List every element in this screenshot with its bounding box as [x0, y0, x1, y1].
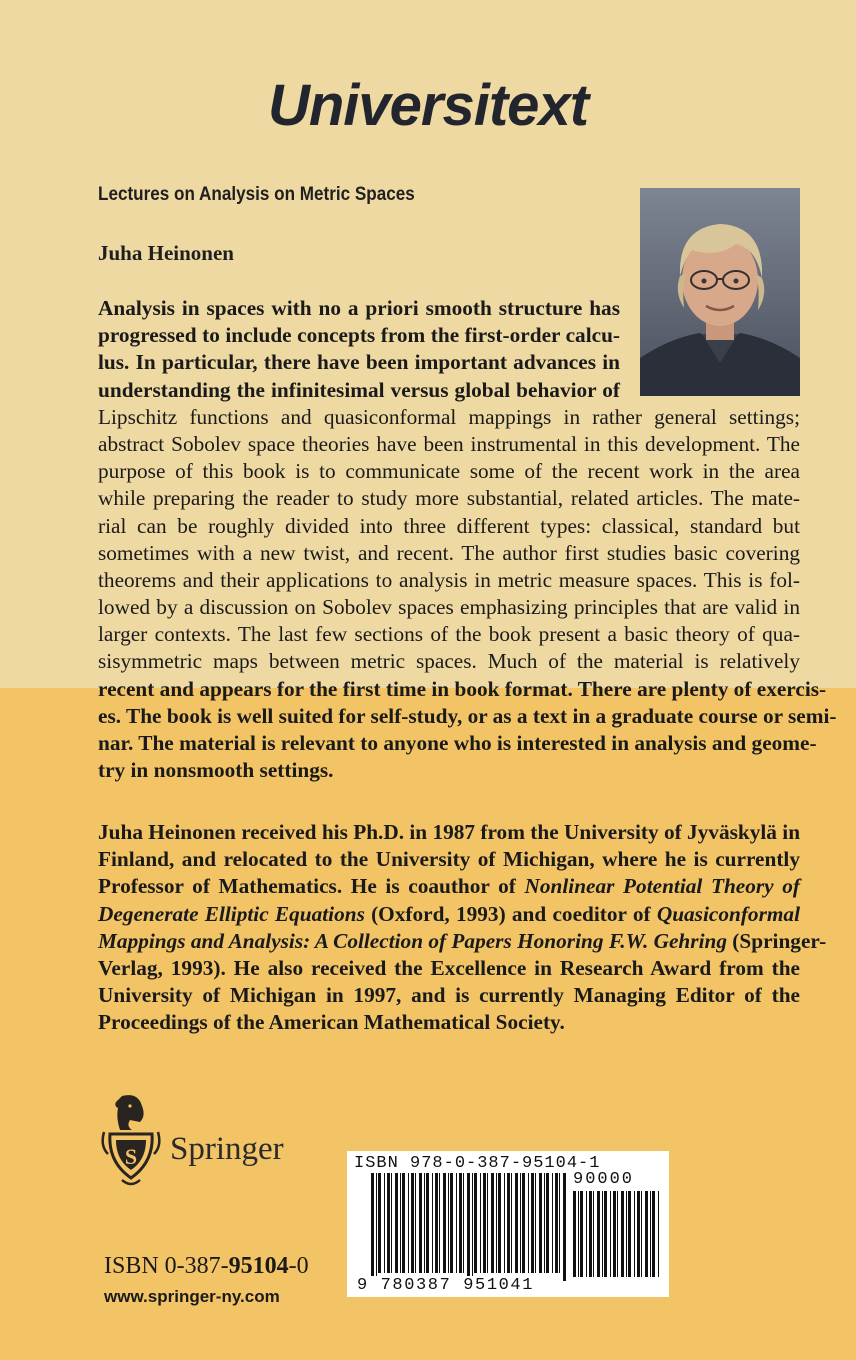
book-reference: Mappings and Analysis: A Collection of Papers Honoring F.W. Gehring [98, 928, 727, 953]
barcode-bar [552, 1173, 553, 1273]
description-line: lus. In particular, there have been important advances in [98, 350, 620, 375]
barcode-bar [535, 1173, 536, 1273]
barcode-bar [376, 1173, 377, 1281]
barcode-bar [474, 1173, 477, 1273]
barcode-bar [435, 1173, 438, 1273]
barcode-bar [626, 1191, 627, 1277]
description-line: larger contexts. The last few sections of the book present a basic theory of qua- [98, 622, 800, 647]
barcode-bar [459, 1173, 462, 1273]
description-line: Lipschitz functions and quasiconformal mappings in rather general settings; [98, 404, 800, 429]
barcode-bar [610, 1191, 611, 1277]
barcode-bar [652, 1191, 655, 1277]
barcode-bar [531, 1173, 534, 1273]
barcode-bar [391, 1173, 392, 1273]
series-title: Universitext [267, 73, 589, 138]
barcode-bar [408, 1173, 409, 1273]
author-bio [98, 819, 827, 1037]
barcode-bar [504, 1173, 505, 1273]
barcode-bar [613, 1191, 616, 1277]
book-reference: Quasiconformal [656, 901, 800, 926]
book-reference: Degenerate Elliptic Equations [98, 901, 365, 926]
description-line: theorems and their applications to analysis in metric measure spaces. This is fol- [98, 567, 800, 592]
barcode-price-code: 90000 [573, 1170, 635, 1189]
bio-line: Verlag, 1993). He also received the Excellence in Research Award from the [98, 955, 800, 980]
description-line: purpose of this book is to communicate some of the recent work in the area [98, 459, 800, 484]
barcode-bar [378, 1173, 381, 1273]
barcode-bar [580, 1191, 583, 1277]
barcode-bar [634, 1191, 635, 1277]
barcode-isbn13: ISBN 978-0-387-95104-1 [354, 1154, 601, 1173]
barcode-bar [472, 1173, 473, 1281]
barcode-bar [645, 1191, 648, 1277]
barcode-bar [439, 1173, 440, 1273]
barcode-bar [450, 1173, 453, 1273]
barcode-bar [498, 1173, 501, 1273]
book-title: Lectures on Analysis on Metric Spaces [98, 184, 415, 205]
book-description [98, 295, 837, 784]
barcode-bar [411, 1173, 414, 1273]
description-line: nar. The material is relevant to anyone who is interested in analysis and geome- [98, 731, 817, 755]
barcode-bar [415, 1173, 416, 1273]
barcode-bar [597, 1191, 600, 1277]
barcode-bar [617, 1191, 618, 1277]
barcode-bar [515, 1173, 518, 1273]
barcode-bar [384, 1173, 385, 1273]
barcode-bar [528, 1173, 529, 1273]
barcode-bar [432, 1173, 433, 1273]
publisher-name: Springer [170, 1131, 284, 1167]
barcode-bar [520, 1173, 521, 1273]
barcode-bar [426, 1173, 429, 1273]
description-line: lowed by a discussion on Sobolev spaces emphasizing principles that are valid in [98, 595, 800, 620]
publisher-url[interactable]: www.springer-ny.com [104, 1287, 280, 1306]
barcode-bar [544, 1173, 545, 1273]
bio-line: Professor of Mathematics. He is coauthor of Nonlinear Potential Theory of [98, 874, 800, 899]
isbn-10: ISBN 0-387-95104-0 [104, 1253, 309, 1279]
description-line: understanding the infinitesimal versus global behavior of [98, 377, 620, 402]
barcode-bar [589, 1191, 592, 1277]
barcode-bar [487, 1173, 488, 1273]
barcode-bar [400, 1173, 401, 1273]
barcode-bar [371, 1173, 374, 1281]
barcode-bar [463, 1173, 464, 1273]
barcode-bar [539, 1173, 542, 1273]
barcode-bar [604, 1191, 607, 1277]
description-line: try in nonsmooth settings. [98, 758, 334, 783]
barcode-bar [602, 1191, 603, 1277]
bio-line: Proceedings of the American Mathematical Society. [98, 1010, 565, 1035]
barcode-bar [650, 1191, 651, 1277]
barcode-bar [559, 1173, 560, 1273]
description-line: abstract Sobolev space theories have been instrumental in this development. The [98, 431, 800, 456]
barcode-bar [483, 1173, 486, 1273]
barcode-bar [555, 1173, 558, 1273]
author-name: Juha Heinonen [98, 241, 234, 265]
barcode-bar [467, 1173, 470, 1281]
barcode-bar [563, 1173, 566, 1281]
bio-line: University of Michigan in 1997, and is currently Managing Editor of the [98, 983, 800, 1008]
barcode-bar [546, 1173, 549, 1273]
barcode-bar [586, 1191, 587, 1277]
bio-line: Degenerate Elliptic Equations (Oxford, 1993) and coeditor of Quasiconformal [98, 901, 800, 926]
bio-line: Mappings and Analysis: A Collection of Papers Honoring F.W. Gehring (Springer- [98, 928, 827, 953]
description-line: progressed to include concepts from the first-order calcu- [98, 323, 620, 348]
description-line: while preparing the reader to study more substantial, related articles. The mate- [98, 486, 800, 511]
barcode-bar [443, 1173, 446, 1273]
barcode-bar [628, 1191, 631, 1277]
ean-barcode-bars [371, 1173, 567, 1281]
barcode-bar [419, 1173, 422, 1273]
barcode-bar [507, 1173, 510, 1273]
barcode-bar [522, 1173, 525, 1273]
barcode-bar [402, 1173, 405, 1273]
barcode-bar [448, 1173, 449, 1273]
description-line: Analysis in spaces with no a priori smooth structure has [98, 296, 620, 320]
bio-line: Juha Heinonen received his Ph.D. in 1987 from the University of Jyväskylä in [98, 820, 801, 844]
barcode-bar [578, 1191, 579, 1277]
book-reference: Nonlinear Potential Theory of [524, 874, 800, 899]
description-line: recent and appears for the first time in book format. There are plenty of exercis- [98, 676, 827, 701]
barcode-bar [395, 1173, 398, 1273]
description-line: sisymmetric maps between metric spaces. Much of the material is relatively [98, 649, 800, 674]
barcode-bar [621, 1191, 624, 1277]
barcode [347, 1151, 669, 1297]
barcode-bar [491, 1173, 494, 1273]
bio-line: Finland, and relocated to the University of Michigan, where he is currently [98, 847, 800, 872]
barcode-bar [658, 1191, 659, 1277]
barcode-bar [637, 1191, 640, 1277]
springer-knight-logo-icon [100, 1092, 162, 1188]
barcode-bar [511, 1173, 512, 1273]
barcode-bar [456, 1173, 457, 1273]
description-line: rial can be roughly divided into three different types: classical, standard but [98, 513, 800, 538]
barcode-ean-number: 9 780387 951041 [357, 1276, 535, 1295]
barcode-bar [573, 1191, 576, 1277]
barcode-bar [641, 1191, 642, 1277]
barcode-bar [387, 1173, 390, 1273]
barcode-bar [593, 1191, 594, 1277]
description-line: es. The book is well suited for self-study, or as a text in a graduate course or semi- [98, 703, 837, 728]
barcode-bar [480, 1173, 481, 1273]
svg-text:S: S [124, 1144, 138, 1169]
addon-barcode-bars [573, 1191, 661, 1281]
barcode-bar [424, 1173, 425, 1273]
description-line: sometimes with a new twist, and recent. The author first studies basic covering [98, 540, 800, 565]
barcode-bar [496, 1173, 497, 1273]
